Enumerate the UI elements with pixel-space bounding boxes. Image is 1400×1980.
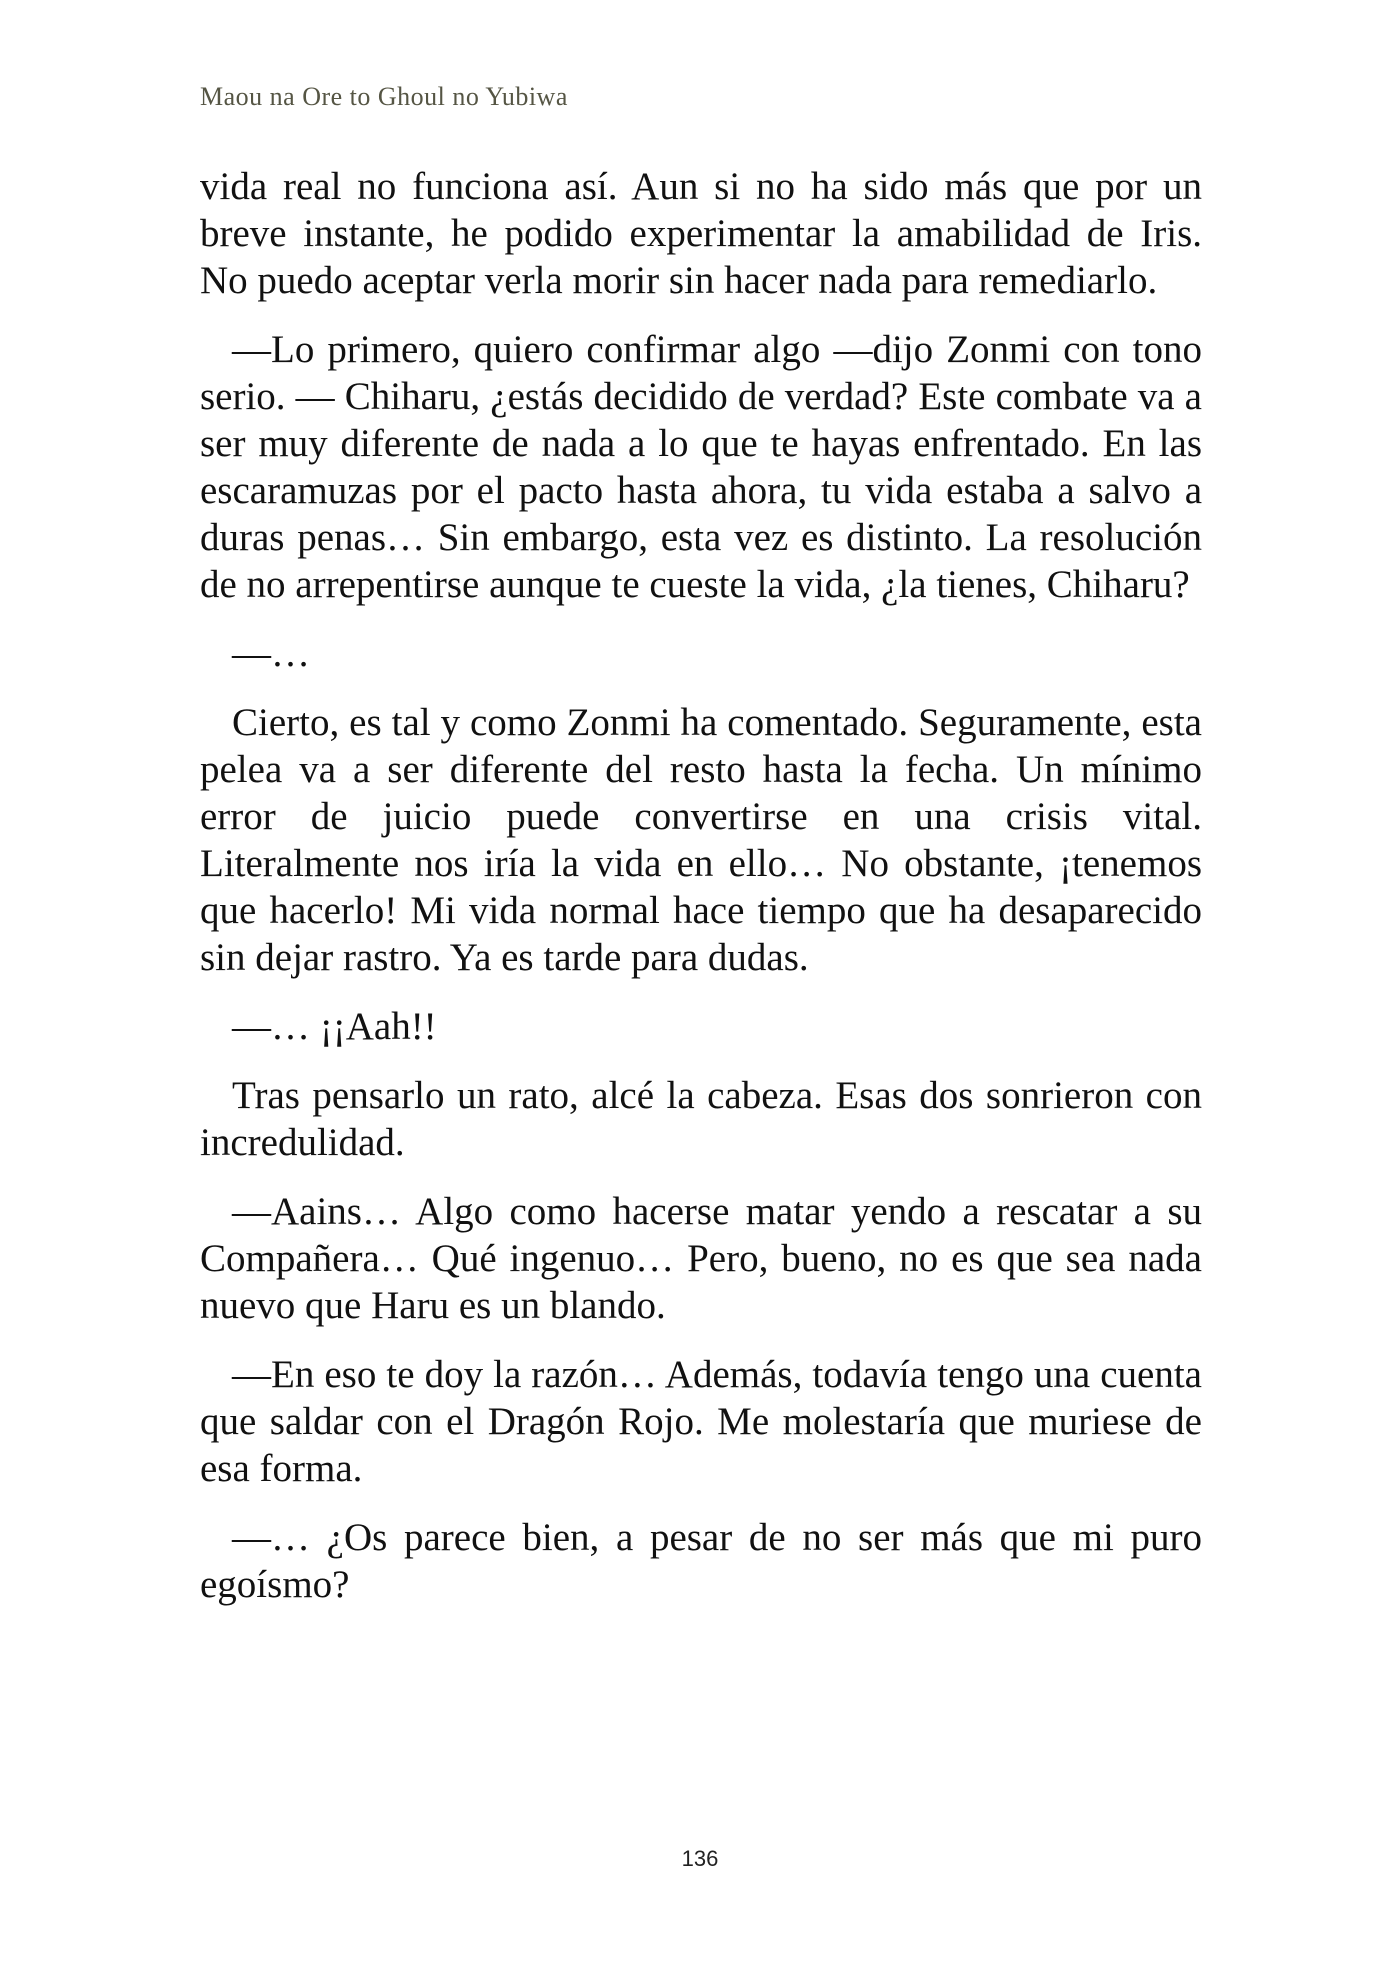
paragraph-8: —En eso te doy la razón… Además, todavía tengo una cuenta que saldar con el Dragón Rojo. Me molestaría que muriese de esa forma. [200, 1353, 1202, 1490]
body-text [200, 163, 1202, 1630]
paragraph-2: —Lo primero, quiero confirmar algo —dijo Zonmi con tono serio. — Chiharu, ¿estás decidido de verdad? Este combate va a ser muy diferente de nada a lo que te hayas enfrentado. En las escaramuzas por el pacto hasta ahora, tu vida estaba a salvo a duras penas… Sin embargo, esta vez es distinto. La resolución de no arrepentirse aunque te cueste la vida, ¿la tienes, Chiharu? [200, 328, 1202, 606]
paragraph-3: —… [232, 632, 310, 675]
paragraph-4: Cierto, es tal y como Zonmi ha comentado. Seguramente, esta pelea va a ser diferente del resto hasta la fecha. Un mínimo error de juicio puede convertirse en una crisis vital. Literalmente nos iría la vida en ello… No obstante, ¡tenemos que hacerlo! Mi vida normal hace tiempo que ha desaparecido sin dejar rastro. Ya es tarde para dudas. [200, 701, 1202, 979]
paragraph-5: —… ¡¡Aah!! [232, 1005, 437, 1048]
paragraph-6: Tras pensarlo un rato, alcé la cabeza. Esas dos sonrieron con incredulidad. [200, 1074, 1202, 1164]
running-header: Maou na Ore to Ghoul no Yubiwa [200, 82, 568, 111]
paragraph-1: vida real no funciona así. Aun si no ha sido más que por un breve instante, he podido experimentar la amabilidad de Iris. No puedo aceptar verla morir sin hacer nada para remediarlo. [200, 165, 1202, 302]
paragraph-7: —Aains… Algo como hacerse matar yendo a rescatar a su Compañera… Qué ingenuo… Pero, bueno, no es que sea nada nuevo que Haru es un blando. [200, 1190, 1202, 1327]
page-number: 136 [681, 1846, 719, 1871]
paragraph-9: —… ¿Os parece bien, a pesar de no ser más que mi puro egoísmo? [200, 1516, 1202, 1606]
